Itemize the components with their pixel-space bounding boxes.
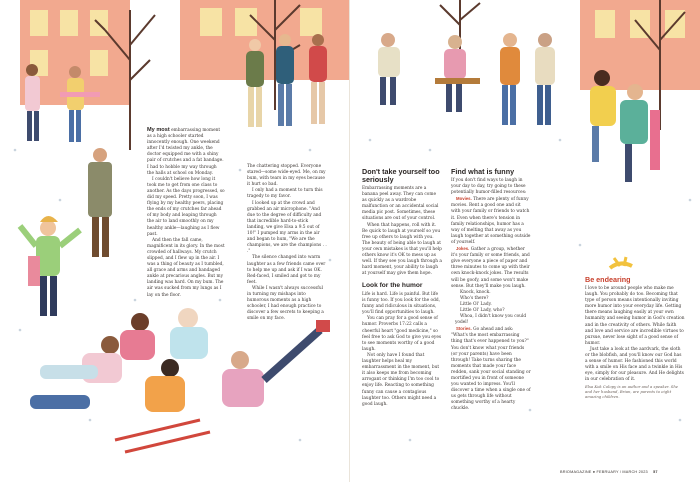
right-page [350, 0, 700, 482]
list-label: Movies. [456, 196, 472, 202]
section-heading-endearing: Be endearing [585, 275, 631, 284]
paragraph: I looked up at the crowd and grabbed an air microphone. "And due to the degree of difficulty and that incredible hard-to-stick landing, we give Elsa a 9.5 out of 10!" I pumped my arms in the air and began to hum, "We are the champions, we are the champions . . ." [247, 200, 327, 255]
paragraph: If you don't find ways to laugh in your day to day, try going to these potentially humor-filled resources: [451, 178, 527, 196]
opening-lead: My most [147, 127, 170, 133]
paragraph: The chattering stopped. Everyone stared—some wide-eyed. Me, on my bum, with tears in my eyes because it hurt so bad. [247, 164, 326, 188]
paragraph: The silence changed into warm laughter as a few friends came over to help me up and ask if I was OK. Red-faced, I smiled and got to my feet. [247, 255, 326, 285]
paragraph: Gather a group, whether it's your family or some friends, and give everyone a piece of paper and three minutes to come up with their own knock-knock jokes. The results will be goofy, and some won't make sense. But they'll make you laugh. [451, 247, 530, 289]
paragraph: Not only have I found that laughter helps heal my embarrassment in the moment, but it also keeps me from becoming arrogant or thinking I'm too cool to enjoy life. Reacting to something funny can cause a contagious laughter too. Others might need a good laugh. [362, 352, 440, 407]
knock-knock-line: Little Ol' Lady, who? [460, 307, 505, 313]
right-article-column-3 [585, 276, 685, 399]
left-article-column [147, 126, 225, 299]
paragraph: Embarrassing moments are a banana peel away. They can come as quickly as a wardrobe malfunction or an accidental social media pic post. Sometimes, these situations are out of your control. [362, 186, 439, 222]
magazine-name: BRIOMAGAZINE [560, 470, 592, 474]
issue-date: FEBRUARY / MARCH 2023 [596, 470, 648, 474]
list-label: Stories. [456, 326, 472, 332]
page-number: 57 [653, 470, 658, 474]
paragraph: Life is hard. Life is painful. But life is funny too. If you look for the odd, funny and ridiculous in situations, you'll find opportunities to laugh. [362, 292, 440, 316]
sitting-friends-illustration [30, 308, 330, 452]
paragraph: I only had a moment to turn this tragedy to my favor. [247, 188, 323, 200]
list-label: Jokes. [456, 246, 470, 252]
paragraph: I couldn't believe how long it took me to get from one class to another. As the days progressed, so did my speed. Pretty soon, I was flying by my healthy peers, placing the ends of my crutches far ahead of my body and leaping through the air to land smoothly on my healthy ankle—laughing as I flew past. [147, 176, 225, 237]
paragraph: There are plenty of funny movies. Rent a good one and sit with your family or friends to watch it. Even when there's tension in family relationships, humor has a way of melting that away as you laugh together at something outside of yourself. [451, 197, 531, 245]
middle-article-column [247, 164, 327, 322]
right-article-column-2 [451, 168, 531, 413]
knock-knock-line: Who's there? [460, 295, 489, 301]
paragraph: embarrassing moment as a high schooler started innocently enough. One weekend after I'd twisted my ankle, the doctor equipped me with a shiny pair of crutches and a fat bandage. I had to hobble my way through the halls at school on Monday. [147, 128, 224, 176]
knock-knock-line: Little Ol' Lady. [460, 301, 492, 307]
falling-girl-illustration [20, 216, 80, 316]
knock-knock-line: Whoa, I didn't know you could yodel! [455, 314, 527, 326]
paragraph: While I wasn't always successful in turning my mishaps into humorous moments as a high schooler, I had enough practice to discover a few secrets to keeping a smile on my face. [247, 285, 324, 322]
paragraph: And then the fall came, magnificent in its glory. In the most crowded of hallways. My crutch slipped, and I flew up in the air. I was a thing of beauty as I tumbled, all grace and arms and bandaged ankle at precarious angles. But my landing was hard. On my bum. The air was sucked from my lungs as I lay on the floor. [147, 237, 225, 298]
paragraph: Go ahead and ask: "What's the most embarrassing thing that's ever happened to you?" You don't know what your friends (or your parents) have been through! Take turns sharing the moments that made your face redden, sank your social standing or mortified you in front of someone you wanted to impress. You'll discover a time when a single one of us gets through life without something worthy of a hearty chuckle. [451, 327, 531, 412]
author-bio: Elsa Kok Colopy is an author and a speaker. She and her husband, Brian, are parents to eight amazing children. [585, 383, 679, 399]
right-article-column-1 [362, 168, 442, 408]
section-heading-serious: Don't take yourself too seriously [362, 167, 440, 184]
paragraph: You can pray for a good sense of humor. Proverbs 17:22 calls a cheerful heart "good medicine," so feel free to ask God to give you eyes to see moments worthy of a good laugh. [362, 316, 442, 352]
section-heading-humor: Look for the humor [362, 282, 423, 290]
page-footer: BRIOMAGAZINE ● FEBRUARY / MARCH 2023 57 [560, 470, 658, 474]
section-heading-funny: Find what is funny [451, 167, 515, 176]
paragraph: Just take a look at the aardvark, the sloth or the blobfish, and you'll know our God has a sense of humor. He fashioned this world with a smile on His face and a twinkle in His eye, simply for our pleasure. And He delights in our celebration of it. [585, 346, 684, 383]
paragraph: When that happens, roll with it. Be quick to laugh at yourself so you free up others to laugh with you. The beauty of being able to laugh at your own mistakes is that you'll help others know it's OK to mess up as well. If they see you laugh through a hard moment, your ability to laugh at yourself may give them hope. [362, 222, 442, 277]
knock-knock-line: Knock, knock. [460, 289, 491, 295]
banana-peel-icon [610, 257, 632, 268]
man-in-coat-illustration [88, 148, 112, 257]
paragraph: I love to be around people who make me laugh. You probably do too. Becoming that type of person means intentionally inviting more humor into your everyday life. Getting there means laughing easily at your own humanity and seeing humor in God's creation and in the creativity of others. While faith and love and service are incredible virtues to pursue, never lose sight of a good sense of humor. [585, 286, 685, 346]
